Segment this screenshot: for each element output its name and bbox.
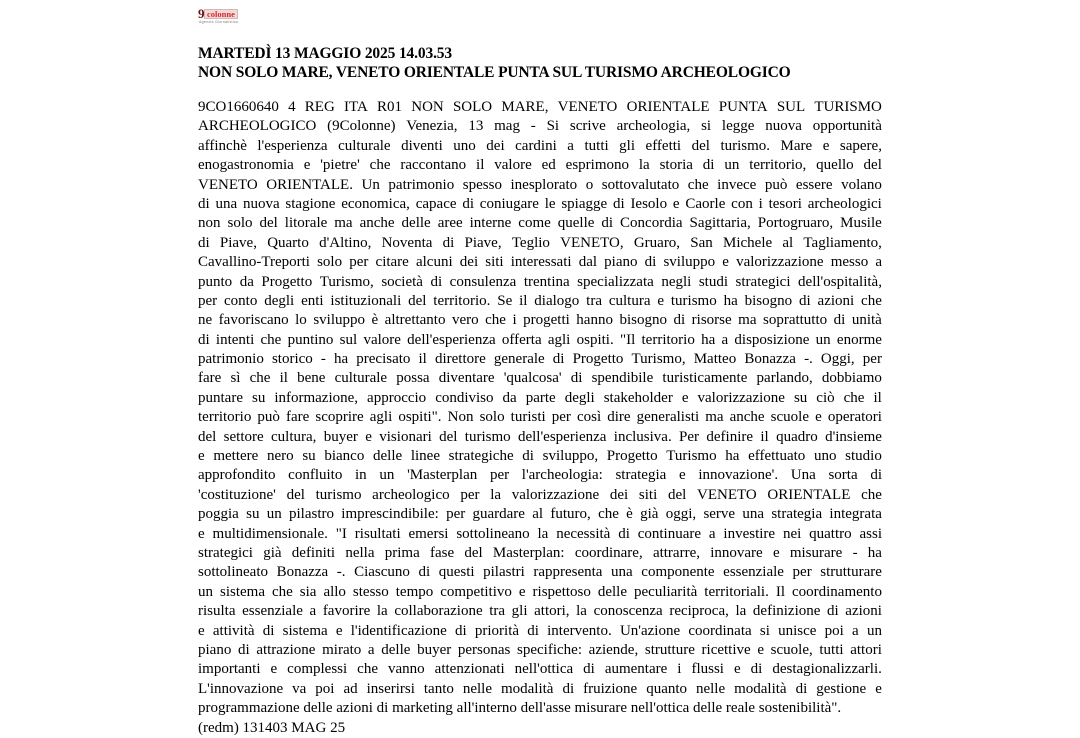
article-body-line: programmazione delle azioni di marketing all'interno dell'asse misurare nell'ottica delle reale sostenibilità". bbox=[198, 700, 842, 717]
article-body-line: di intenti che puntino sul valore dell'esperienza offerta agli ospiti. "Il territorio ha a disposizione un enorme bbox=[198, 331, 882, 348]
article-body-line: territorio può fare scoprire agli ospiti". Non solo turisti per così dire generalisti ma anche scuole e operatori bbox=[198, 409, 882, 426]
article-body-line: (redm) 131403 MAG 25 bbox=[198, 719, 346, 736]
article-body-line: e mettere nero su bianco delle linee strategiche di sviluppo, Progetto Turismo ha effettuato uno studio bbox=[198, 448, 882, 465]
article-body-line: risulta essenziale a favorire la collaborazione tra gli attori, la conoscenza reciproca, la definizione di azioni bbox=[198, 603, 882, 620]
article-body-line: di una nuova stagione economica, capace di coniugare le spiagge di Iesolo e Caorle con i tesori archeologici bbox=[198, 195, 882, 212]
article-body bbox=[198, 98, 882, 738]
article-body-line: poggia su un pilastro imprescindibile: per guardare al futuro, che è già oggi, serve una strategia integrata bbox=[198, 506, 882, 523]
article-body-line: ne favoriscano lo sviluppo è altrettanto vero che i progetti hanno bisogno di risorse ma soprattutto di unità bbox=[198, 312, 882, 329]
article-body-line: e multidimensionale. "I risultati emersi sottolineano la necessità di continuare a investire nei quattro assi bbox=[198, 525, 882, 542]
article-body-line: sottolineato Bonazza -. Ciascuno di questi pilastri rappresenta una componente essenziale per strutturare bbox=[198, 564, 882, 581]
logo-subtitle: Agenzia Giornalistica bbox=[199, 20, 239, 24]
article-body-line: piano di attrazione mirato a delle buyer personas specifiche: aziende, strutture ricettive e scuole, tutti attori bbox=[198, 641, 882, 658]
article-body-line: ARCHEOLOGICO (9Colonne) Venezia, 13 mag - Si scrive archeologia, si legge nuova opportunità bbox=[198, 118, 882, 135]
article-body-line: L'innovazione va poi ad inserirsi tanto nelle modalità di fruizione quanto nelle modalità di gestione e bbox=[198, 680, 882, 697]
article-body-line: enogastronomia e 'pietre' che raccontano il valore ed esprimono la storia di un territorio, quello del bbox=[198, 157, 882, 174]
logo-number: 9 bbox=[198, 6, 204, 21]
article-body-line: un sistema che sia allo stesso tempo competitivo e rispettoso delle peculiarità territoriali. Il coordinamento bbox=[198, 583, 882, 600]
article-body-line: del settore cultura, buyer e visionari del turismo dell'esperienza inclusiva. Per definire il quadro d'insieme bbox=[198, 428, 882, 445]
article-body-line: 'costituzione' del turismo archeologico per la valorizzazione dei siti del VENETO ORIENTALE che bbox=[198, 486, 882, 503]
article-header bbox=[198, 44, 898, 82]
article-body-line: fare sì che il bene culturale possa diventare 'qualcosa' di spendibile turisticamente parlando, dobbiamo bbox=[198, 370, 882, 387]
article-body-line: non solo del litorale ma anche delle aree interne come quelle di Concordia Sagittaria, Portogruaro, Musile bbox=[198, 215, 882, 232]
article-title: NON SOLO MARE, VENETO ORIENTALE PUNTA SUL TURISMO ARCHEOLOGICO bbox=[198, 64, 791, 81]
article-body-line: e attività di sistema e l'identificazione di priorità di intervento. Un'azione coordinata si unisce poi a un bbox=[198, 622, 882, 639]
logo-mark bbox=[198, 8, 238, 19]
article-body-line: importanti e complessi che vanno attenzionati nell'ottica di aumentare i flussi e di destagionalizzarli. bbox=[198, 661, 882, 678]
article-body-line: 9CO1660640 4 REG ITA R01 NON SOLO MARE, VENETO ORIENTALE PUNTA SUL TURISMO bbox=[198, 99, 882, 115]
article-body-line: affinchè l'esperienza culturale diventi uno dei cardini a tutti gli effetti del turismo. Mare e sapere, bbox=[198, 137, 882, 154]
article-body-line: strategici già definiti nella prima fase del Masterplan: coordinare, attrarre, innovare e misurare - ha bbox=[198, 544, 882, 561]
article-dateline: MARTEDÌ 13 MAGGIO 2025 14.03.53 bbox=[198, 45, 452, 62]
agency-logo bbox=[198, 8, 254, 25]
article-body-line: di Piave, Quarto d'Altino, Noventa di Piave, Teglio VENETO, Gruaro, San Michele al Tagliamento, bbox=[198, 234, 882, 251]
article-body-line: punto da Progetto Turismo, società di consulenza trentina specializzata negli studi strategici dell'ospitalità, bbox=[198, 273, 882, 290]
article-body-line: VENETO ORIENTALE. Un patrimonio spesso inesplorato o sottovalutato che invece può essere volano bbox=[198, 176, 882, 193]
article-body-line: approfondito confluito in un 'Masterplan per l'archeologia: strategia e innovazione'. Una sorta di bbox=[198, 467, 882, 484]
logo-wordmark: colonne bbox=[204, 9, 238, 19]
article-body-line: puntare su informazione, approccio condiviso da parte degli stakeholder e valorizzazione su ciò che il bbox=[198, 389, 882, 406]
article-body-line: Cavallino-Treporti solo per citare alcuni dei siti interessati dal piano di sviluppo e valorizzazione messo a bbox=[198, 254, 882, 271]
article-body-line: patrimonio storico - ha precisato il direttore generale di Progetto Turismo, Matteo Bonazza -. Oggi, per bbox=[198, 351, 882, 368]
article-body-line: per conto degli enti istituzionali del territorio. Se il dialogo tra cultura e turismo ha bisogno di azioni che bbox=[198, 292, 882, 309]
